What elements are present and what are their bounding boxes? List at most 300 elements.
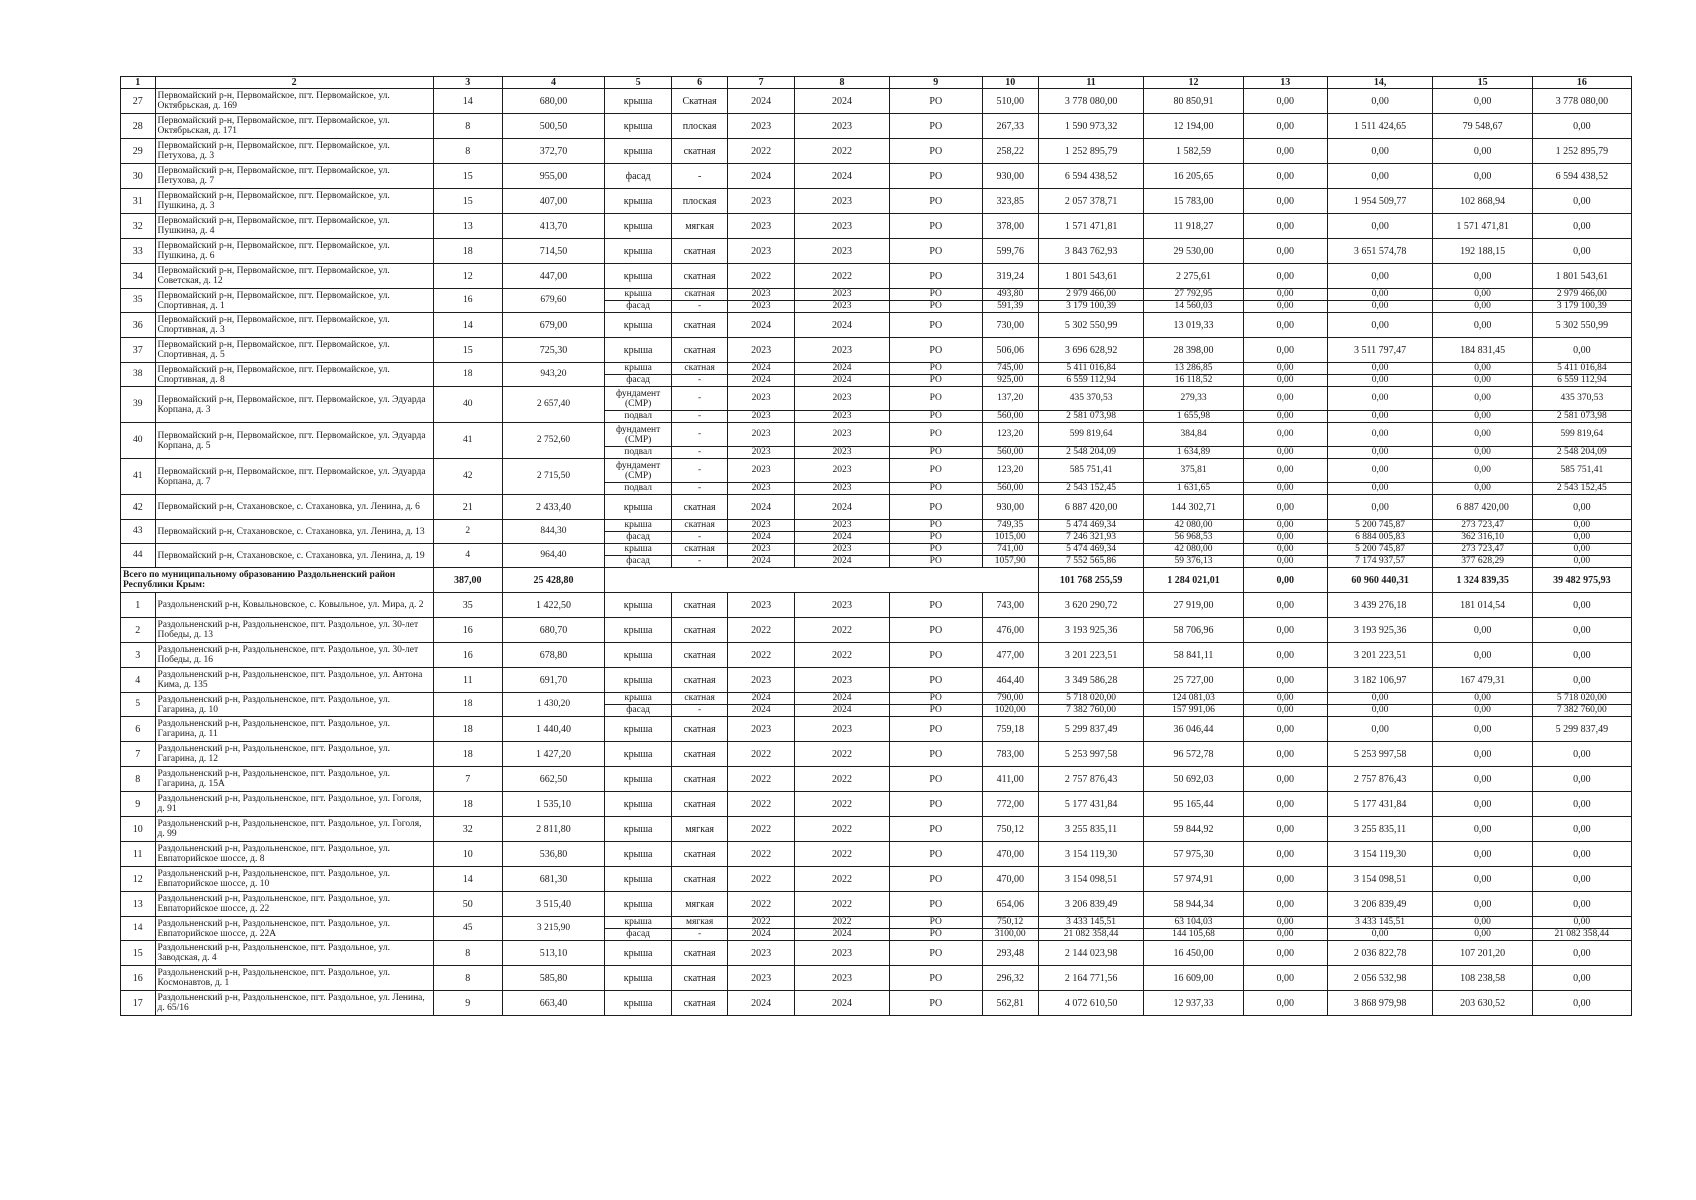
method: РО	[889, 717, 982, 742]
unit-cost: 16 609,00	[1144, 966, 1243, 991]
total-cost: 4 072 610,50	[1038, 991, 1144, 1016]
total-cost: 2 144 023,98	[1038, 941, 1144, 966]
column-header: 2	[155, 77, 433, 89]
fund-14: 3 433 145,51	[1327, 917, 1433, 929]
fund-13: 0,00	[1243, 705, 1327, 717]
fund-15: 0,00	[1433, 139, 1532, 164]
fund-15: 273 723,47	[1433, 520, 1532, 532]
address: Раздольненский р-н, Ковыльновское, с. Ковыльное, ул. Мира, д. 2	[155, 593, 433, 618]
unit-cost: 15 783,00	[1144, 189, 1243, 214]
apartments: 11	[433, 668, 502, 693]
fund-16: 6 559 112,94	[1532, 375, 1631, 387]
area: 1057,90	[982, 556, 1038, 568]
fund-13: 0,00	[1243, 917, 1327, 929]
building-area: 2 752,60	[502, 423, 604, 459]
method: РО	[889, 387, 982, 411]
address: Первомайский р-н, Первомайское, пгт. Первомайское, ул. Спортивная, д. 1	[155, 289, 433, 313]
building-area: 691,70	[502, 668, 604, 693]
area: 476,00	[982, 618, 1038, 643]
fund-14: 5 200 745,87	[1327, 520, 1433, 532]
row-number: 11	[121, 842, 156, 867]
fund-15: 6 887 420,00	[1433, 495, 1532, 520]
fund-15: 0,00	[1433, 892, 1532, 917]
end-year: 2023	[795, 459, 890, 483]
unit-cost: 50 692,03	[1144, 767, 1243, 792]
roof-type: скатная	[672, 991, 728, 1016]
area: 319,24	[982, 264, 1038, 289]
unit-cost: 16 118,52	[1144, 375, 1243, 387]
apartments: 50	[433, 892, 502, 917]
area: 477,00	[982, 643, 1038, 668]
column-header: 8	[795, 77, 890, 89]
end-year: 2022	[795, 618, 890, 643]
end-year: 2024	[795, 556, 890, 568]
total-cost: 3 255 835,11	[1038, 817, 1144, 842]
fund-16: 3 179 100,39	[1532, 301, 1631, 313]
end-year: 2022	[795, 792, 890, 817]
row-number: 43	[121, 520, 156, 544]
fund-14: 0,00	[1327, 459, 1433, 483]
fund-13: 0,00	[1243, 532, 1327, 544]
column-header: 7	[728, 77, 795, 89]
fund-14: 7 174 937,57	[1327, 556, 1433, 568]
end-year: 2022	[795, 767, 890, 792]
row-number: 36	[121, 313, 156, 338]
roof-type: -	[672, 705, 728, 717]
fund-14: 3 154 098,51	[1327, 867, 1433, 892]
unit-cost: 2 275,61	[1144, 264, 1243, 289]
fund-14: 1 954 509,77	[1327, 189, 1433, 214]
table-row	[121, 941, 1632, 966]
fund-13: 0,00	[1243, 214, 1327, 239]
unit-cost: 11 918,27	[1144, 214, 1243, 239]
area: 783,00	[982, 742, 1038, 767]
area: 560,00	[982, 411, 1038, 423]
table-row	[121, 742, 1632, 767]
building-area: 3 515,40	[502, 892, 604, 917]
fund-14: 0,00	[1327, 411, 1433, 423]
end-year: 2022	[795, 842, 890, 867]
fund-16: 0,00	[1532, 544, 1631, 556]
address: Первомайский р-н, Первомайское, пгт. Первомайское, ул. Советская, д. 12	[155, 264, 433, 289]
fund-13: 0,00	[1243, 375, 1327, 387]
address: Раздольненский р-н, Раздольненское, пгт. Раздольное, ул. Гагарина, д. 11	[155, 717, 433, 742]
area: 293,48	[982, 941, 1038, 966]
total-cost: 3 154 119,30	[1038, 842, 1144, 867]
address: Первомайский р-н, Первомайское, пгт. Первомайское, ул. Пушкина, д. 3	[155, 189, 433, 214]
unit-cost: 1 631,65	[1144, 483, 1243, 495]
end-year: 2023	[795, 239, 890, 264]
end-year: 2023	[795, 289, 890, 301]
method: РО	[889, 483, 982, 495]
fund-15: 0,00	[1433, 643, 1532, 668]
roof-type: -	[672, 387, 728, 411]
table-row	[121, 313, 1632, 338]
fund-15: 1 571 471,81	[1433, 214, 1532, 239]
total-cost: 3 193 925,36	[1038, 618, 1144, 643]
building-area: 663,40	[502, 991, 604, 1016]
start-year: 2023	[728, 483, 795, 495]
end-year: 2022	[795, 139, 890, 164]
total-cost: 3 843 762,93	[1038, 239, 1144, 264]
row-number: 17	[121, 991, 156, 1016]
fund-14: 0,00	[1327, 693, 1433, 705]
unit-cost: 59 376,13	[1144, 556, 1243, 568]
end-year: 2023	[795, 114, 890, 139]
row-number: 42	[121, 495, 156, 520]
total-area: 25 428,80	[502, 568, 604, 593]
fund-16: 0,00	[1532, 239, 1631, 264]
method: РО	[889, 693, 982, 705]
area: 759,18	[982, 717, 1038, 742]
table-row	[121, 387, 1632, 411]
fund-14: 3 868 979,98	[1327, 991, 1433, 1016]
fund-16: 5 411 016,84	[1532, 363, 1631, 375]
fund-14: 0,00	[1327, 89, 1433, 114]
method: РО	[889, 520, 982, 532]
roof-type: скатная	[672, 742, 728, 767]
work-type: крыша	[605, 139, 672, 164]
column-header: 12	[1144, 77, 1243, 89]
area: 137,20	[982, 387, 1038, 411]
work-type: крыша	[605, 495, 672, 520]
start-year: 2024	[728, 693, 795, 705]
row-number: 39	[121, 387, 156, 423]
method: РО	[889, 338, 982, 363]
unit-cost: 29 530,00	[1144, 239, 1243, 264]
start-year: 2023	[728, 966, 795, 991]
apartments: 42	[433, 459, 502, 495]
roof-type: -	[672, 423, 728, 447]
fund-13: 0,00	[1243, 387, 1327, 411]
roof-type: мягкая	[672, 892, 728, 917]
table-row	[121, 618, 1632, 643]
fund-15: 0,00	[1433, 867, 1532, 892]
total-cost: 5 177 431,84	[1038, 792, 1144, 817]
start-year: 2022	[728, 842, 795, 867]
building-area: 513,10	[502, 941, 604, 966]
total-cost: 599 819,64	[1038, 423, 1144, 447]
work-type: крыша	[605, 89, 672, 114]
work-type: крыша	[605, 338, 672, 363]
work-type: крыша	[605, 941, 672, 966]
method: РО	[889, 917, 982, 929]
fund-15: 273 723,47	[1433, 544, 1532, 556]
fund-14: 0,00	[1327, 375, 1433, 387]
unit-cost: 1 634,89	[1144, 447, 1243, 459]
fund-15: 0,00	[1433, 742, 1532, 767]
total-cost: 5 474 469,34	[1038, 520, 1144, 532]
fund-13: 0,00	[1243, 89, 1327, 114]
work-type: подвал	[605, 411, 672, 423]
row-number: 38	[121, 363, 156, 387]
roof-type: -	[672, 459, 728, 483]
row-number: 30	[121, 164, 156, 189]
building-area: 678,80	[502, 643, 604, 668]
column-header: 10	[982, 77, 1038, 89]
fund-15: 102 868,94	[1433, 189, 1532, 214]
fund-13: 0,00	[1243, 139, 1327, 164]
address: Раздольненский р-н, Раздольненское, пгт. Раздольное, ул. Гагарина, д. 12	[155, 742, 433, 767]
fund-16: 2 543 152,45	[1532, 483, 1631, 495]
work-type: фасад	[605, 556, 672, 568]
total-cost: 3 620 290,72	[1038, 593, 1144, 618]
end-year: 2024	[795, 164, 890, 189]
fund-16: 0,00	[1532, 189, 1631, 214]
row-number: 3	[121, 643, 156, 668]
start-year: 2023	[728, 717, 795, 742]
fund-13: 0,00	[1243, 668, 1327, 693]
start-year: 2022	[728, 867, 795, 892]
method: РО	[889, 89, 982, 114]
fund-16: 2 979 466,00	[1532, 289, 1631, 301]
building-area: 447,00	[502, 264, 604, 289]
start-year: 2022	[728, 917, 795, 929]
fund-14: 3 201 223,51	[1327, 643, 1433, 668]
fund-14: 0,00	[1327, 289, 1433, 301]
start-year: 2024	[728, 164, 795, 189]
column-number-row	[121, 77, 1632, 89]
building-area: 1 427,20	[502, 742, 604, 767]
work-type: крыша	[605, 917, 672, 929]
end-year: 2024	[795, 705, 890, 717]
row-number: 31	[121, 189, 156, 214]
address: Первомайский р-н, Первомайское, пгт. Первомайское, ул. Пушкина, д. 4	[155, 214, 433, 239]
address: Раздольненский р-н, Раздольненское, пгт. Раздольное, ул. Антона Кима, д. 135	[155, 668, 433, 693]
work-type: крыша	[605, 643, 672, 668]
fund-15: 0,00	[1433, 817, 1532, 842]
area: 3100,00	[982, 929, 1038, 941]
row-number: 29	[121, 139, 156, 164]
table-row	[121, 239, 1632, 264]
work-type: фасад	[605, 929, 672, 941]
start-year: 2023	[728, 189, 795, 214]
fund-15: 0,00	[1433, 459, 1532, 483]
method: РО	[889, 532, 982, 544]
fund-15: 0,00	[1433, 289, 1532, 301]
building-area: 679,60	[502, 289, 604, 313]
column-header: 6	[672, 77, 728, 89]
building-area: 413,70	[502, 214, 604, 239]
unit-cost: 12 937,33	[1144, 991, 1243, 1016]
area: 470,00	[982, 867, 1038, 892]
building-area: 536,80	[502, 842, 604, 867]
roof-type: мягкая	[672, 917, 728, 929]
row-number: 27	[121, 89, 156, 114]
apartments: 45	[433, 917, 502, 941]
area: 772,00	[982, 792, 1038, 817]
unit-cost: 13 019,33	[1144, 313, 1243, 338]
area: 506,06	[982, 338, 1038, 363]
end-year: 2023	[795, 717, 890, 742]
fund-16: 0,00	[1532, 892, 1631, 917]
apartments: 8	[433, 114, 502, 139]
fund-13: 0,00	[1243, 966, 1327, 991]
fund-13: 0,00	[1243, 618, 1327, 643]
address: Первомайский р-н, Первомайское, пгт. Первомайское, ул. Спортивная, д. 8	[155, 363, 433, 387]
row-number: 14	[121, 917, 156, 941]
end-year: 2023	[795, 447, 890, 459]
column-header: 11	[1038, 77, 1144, 89]
start-year: 2023	[728, 289, 795, 301]
area: 323,85	[982, 189, 1038, 214]
start-year: 2023	[728, 668, 795, 693]
fund-14: 5 253 997,58	[1327, 742, 1433, 767]
work-type: крыша	[605, 892, 672, 917]
work-type: крыша	[605, 867, 672, 892]
fund-16: 7 382 760,00	[1532, 705, 1631, 717]
method: РО	[889, 423, 982, 447]
address: Раздольненский р-н, Раздольненское, пгт. Раздольное, ул. 30-лет Победы, д. 16	[155, 643, 433, 668]
total-fund-13: 0,00	[1243, 568, 1327, 593]
fund-16: 0,00	[1532, 520, 1631, 532]
fund-16: 0,00	[1532, 792, 1631, 817]
work-type: крыша	[605, 966, 672, 991]
address: Раздольненский р-н, Раздольненское, пгт. Раздольное, ул. Ленина, д. 65/16	[155, 991, 433, 1016]
fund-15: 0,00	[1433, 301, 1532, 313]
table-row	[121, 767, 1632, 792]
total-apartments: 387,00	[433, 568, 502, 593]
building-area: 585,80	[502, 966, 604, 991]
fund-15: 107 201,20	[1433, 941, 1532, 966]
work-type: подвал	[605, 447, 672, 459]
method: РО	[889, 114, 982, 139]
total-cost: 435 370,53	[1038, 387, 1144, 411]
fund-16: 1 252 895,79	[1532, 139, 1631, 164]
roof-type: Скатная	[672, 89, 728, 114]
fund-16: 0,00	[1532, 532, 1631, 544]
table-row	[121, 593, 1632, 618]
fund-13: 0,00	[1243, 693, 1327, 705]
building-area: 372,70	[502, 139, 604, 164]
work-type: крыша	[605, 313, 672, 338]
fund-15: 0,00	[1433, 363, 1532, 375]
row-number: 4	[121, 668, 156, 693]
address: Первомайский р-н, Первомайское, пгт. Первомайское, ул. Спортивная, д. 5	[155, 338, 433, 363]
fund-15: 0,00	[1433, 313, 1532, 338]
method: РО	[889, 375, 982, 387]
table-row	[121, 164, 1632, 189]
unit-cost: 14 560,03	[1144, 301, 1243, 313]
fund-14: 0,00	[1327, 447, 1433, 459]
apartments: 14	[433, 867, 502, 892]
fund-16: 599 819,64	[1532, 423, 1631, 447]
start-year: 2022	[728, 792, 795, 817]
total-cost: 2 581 073,98	[1038, 411, 1144, 423]
fund-15: 0,00	[1433, 767, 1532, 792]
method: РО	[889, 792, 982, 817]
start-year: 2023	[728, 338, 795, 363]
work-type: фасад	[605, 532, 672, 544]
end-year: 2024	[795, 693, 890, 705]
fund-13: 0,00	[1243, 239, 1327, 264]
area: 411,00	[982, 767, 1038, 792]
fund-15: 0,00	[1433, 618, 1532, 643]
apartments: 15	[433, 164, 502, 189]
unit-cost: 16 450,00	[1144, 941, 1243, 966]
row-number: 6	[121, 717, 156, 742]
fund-14: 1 511 424,65	[1327, 114, 1433, 139]
fund-13: 0,00	[1243, 991, 1327, 1016]
fund-15: 0,00	[1433, 411, 1532, 423]
apartments: 8	[433, 941, 502, 966]
row-number: 16	[121, 966, 156, 991]
end-year: 2023	[795, 214, 890, 239]
unit-cost: 42 080,00	[1144, 544, 1243, 556]
apartments: 16	[433, 618, 502, 643]
fund-16: 0,00	[1532, 917, 1631, 929]
unit-cost: 1 582,59	[1144, 139, 1243, 164]
fund-16: 0,00	[1532, 338, 1631, 363]
fund-15: 0,00	[1433, 423, 1532, 447]
roof-type: -	[672, 556, 728, 568]
fund-14: 5 200 745,87	[1327, 544, 1433, 556]
total-fund-14: 60 960 440,31	[1327, 568, 1433, 593]
area: 790,00	[982, 693, 1038, 705]
column-header: 3	[433, 77, 502, 89]
row-number: 28	[121, 114, 156, 139]
fund-13: 0,00	[1243, 411, 1327, 423]
fund-16: 585 751,41	[1532, 459, 1631, 483]
method: РО	[889, 643, 982, 668]
area: 123,20	[982, 423, 1038, 447]
start-year: 2024	[728, 929, 795, 941]
method: РО	[889, 289, 982, 301]
unit-cost: 16 205,65	[1144, 164, 1243, 189]
fund-13: 0,00	[1243, 892, 1327, 917]
fund-16: 0,00	[1532, 742, 1631, 767]
address: Раздольненский р-н, Раздольненское, пгт. Раздольное, ул. Гагарина, д. 10	[155, 693, 433, 717]
end-year: 2023	[795, 189, 890, 214]
fund-16: 0,00	[1532, 643, 1631, 668]
fund-16: 0,00	[1532, 867, 1631, 892]
building-area: 714,50	[502, 239, 604, 264]
column-header: 15	[1433, 77, 1532, 89]
fund-15: 0,00	[1433, 89, 1532, 114]
apartments: 18	[433, 693, 502, 717]
area: 464,40	[982, 668, 1038, 693]
roof-type: -	[672, 164, 728, 189]
total-cost: 2 543 152,45	[1038, 483, 1144, 495]
fund-14: 3 255 835,11	[1327, 817, 1433, 842]
unit-cost: 384,84	[1144, 423, 1243, 447]
end-year: 2024	[795, 532, 890, 544]
roof-type: плоская	[672, 189, 728, 214]
column-header: 9	[889, 77, 982, 89]
building-area: 2 715,50	[502, 459, 604, 495]
column-header: 1	[121, 77, 156, 89]
address: Раздольненский р-н, Раздольненское, пгт. Раздольное, ул. Гоголя, д. 99	[155, 817, 433, 842]
work-type: крыша	[605, 289, 672, 301]
fund-13: 0,00	[1243, 593, 1327, 618]
fund-16: 0,00	[1532, 495, 1631, 520]
fund-14: 2 036 822,78	[1327, 941, 1433, 966]
fund-13: 0,00	[1243, 338, 1327, 363]
fund-13: 0,00	[1243, 447, 1327, 459]
fund-14: 3 206 839,49	[1327, 892, 1433, 917]
fund-14: 0,00	[1327, 313, 1433, 338]
total-fund-16: 39 482 975,93	[1532, 568, 1631, 593]
roof-type: -	[672, 301, 728, 313]
total-cost: 6 887 420,00	[1038, 495, 1144, 520]
work-type: крыша	[605, 264, 672, 289]
area: 296,32	[982, 966, 1038, 991]
apartments: 32	[433, 817, 502, 842]
start-year: 2022	[728, 892, 795, 917]
work-type: фасад	[605, 301, 672, 313]
work-type: фундамент (СМР)	[605, 459, 672, 483]
roof-type: скатная	[672, 941, 728, 966]
